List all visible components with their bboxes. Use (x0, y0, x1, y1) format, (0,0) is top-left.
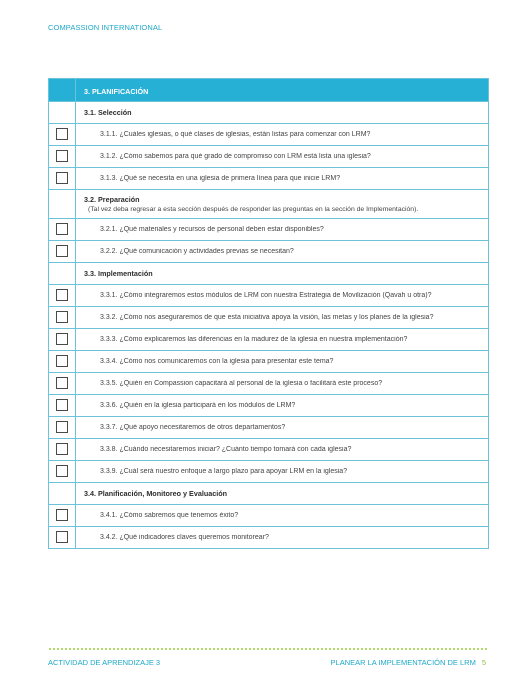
checkbox[interactable] (56, 333, 68, 345)
question-text: 3.3.9. ¿Cuál será nuestro enfoque a largo plazo para apoyar LRM en la iglesia? (100, 468, 348, 475)
checkbox-cell (49, 307, 76, 329)
section-heading: 3.1. Selección (84, 108, 132, 117)
checkbox-cell (49, 146, 76, 168)
question-cell (76, 307, 489, 329)
question-cell (76, 124, 489, 146)
checkbox-cell (49, 329, 76, 351)
checkbox-cell (49, 373, 76, 395)
section-spacer-cell (49, 102, 76, 124)
question-row (49, 241, 489, 263)
question-row (49, 417, 489, 439)
question-cell (76, 168, 489, 190)
question-row (49, 461, 489, 483)
question-text: 3.4.1. ¿Cómo sabremos que tenemos éxito? (100, 512, 239, 519)
question-cell (76, 505, 489, 527)
question-row (49, 146, 489, 168)
checkbox-cell (49, 417, 76, 439)
question-text: 3.4.2. ¿Qué indicadores claves queremos monitorear? (100, 534, 269, 541)
question-text: 3.2.1. ¿Qué materiales y recursos de personal deben estar disponibles? (100, 226, 324, 233)
question-text: 3.3.5. ¿Quién en Compassion capacitará al personal de la iglesia o facilitará este proceso? (100, 380, 383, 387)
question-cell (76, 461, 489, 483)
section-row (49, 483, 489, 505)
question-cell (76, 329, 489, 351)
checkbox-cell (49, 241, 76, 263)
question-cell (76, 351, 489, 373)
question-text: 3.1.3. ¿Qué se necesita en una iglesia de primera línea para que inicie LRM? (100, 175, 341, 182)
question-row (49, 505, 489, 527)
section-heading: 3.2. Preparación (84, 195, 140, 204)
checkbox-cell (49, 505, 76, 527)
question-row (49, 285, 489, 307)
checkbox[interactable] (56, 150, 68, 162)
section-row (49, 263, 489, 285)
question-text: 3.3.8. ¿Cuándo necesitaremos iniciar? ¿Cuánto tiempo tomará con cada iglesia? (100, 446, 352, 453)
question-row (49, 395, 489, 417)
checkbox-cell (49, 168, 76, 190)
question-row (49, 351, 489, 373)
checkbox[interactable] (56, 289, 68, 301)
question-row (49, 373, 489, 395)
question-cell (76, 219, 489, 241)
checkbox[interactable] (56, 172, 68, 184)
table-header-row (49, 79, 489, 102)
question-text: 3.3.6. ¿Quién en la iglesia participará en los módulos de LRM? (100, 402, 296, 409)
checkbox[interactable] (56, 245, 68, 257)
question-cell (76, 417, 489, 439)
checkbox[interactable] (56, 465, 68, 477)
checkbox-cell (49, 395, 76, 417)
section-spacer-cell (49, 190, 76, 219)
question-text: 3.3.7. ¿Qué apoyo necesitaremos de otros departamentos? (100, 424, 286, 431)
checkbox[interactable] (56, 128, 68, 140)
question-text: 3.3.3. ¿Cómo explicaremos las diferencias en la madurez de la iglesia en nuestra implementación? (100, 336, 408, 343)
checkbox-cell (49, 439, 76, 461)
section-row (49, 190, 489, 219)
question-cell (76, 241, 489, 263)
header-spacer-cell (49, 79, 76, 102)
checkbox[interactable] (56, 421, 68, 433)
checkbox-cell (49, 124, 76, 146)
checkbox[interactable] (56, 377, 68, 389)
question-cell (76, 146, 489, 168)
section-cell (76, 483, 489, 505)
footer-right-group (331, 658, 486, 667)
checkbox[interactable] (56, 355, 68, 367)
section-heading: 3.4. Planificación, Monitoreo y Evaluación (84, 489, 227, 498)
checkbox-cell (49, 527, 76, 549)
question-row (49, 168, 489, 190)
footer-dotted-divider (48, 648, 489, 650)
question-text: 3.1.1. ¿Cuáles iglesias, o qué clases de iglesias, están listas para comenzar con LRM? (100, 131, 371, 138)
question-cell (76, 527, 489, 549)
question-cell (76, 373, 489, 395)
section-cell (76, 102, 489, 124)
question-text: 3.3.2. ¿Cómo nos aseguraremos de que esta iniciativa apoya la visión, las metas y los planes de la iglesia? (100, 314, 434, 321)
brand-name: COMPASSION INTERNATIONAL (48, 23, 163, 32)
section-cell (76, 263, 489, 285)
question-row (49, 329, 489, 351)
question-row (49, 527, 489, 549)
planning-checklist-table (48, 78, 489, 549)
checkbox[interactable] (56, 311, 68, 323)
question-row (49, 439, 489, 461)
checkbox-cell (49, 461, 76, 483)
checkbox[interactable] (56, 443, 68, 455)
question-text: 3.3.4. ¿Cómo nos comunicaremos con la iglesia para presentar este tema? (100, 358, 334, 365)
checkbox[interactable] (56, 223, 68, 235)
section-cell (76, 190, 489, 219)
question-row (49, 219, 489, 241)
question-cell (76, 285, 489, 307)
page-number: 5 (481, 658, 486, 667)
checkbox-cell (49, 351, 76, 373)
section-spacer-cell (49, 483, 76, 505)
question-text: 3.3.1. ¿Cómo integraremos estos módulos de LRM con nuestra Estrategia de Movilización (Qavah u otra)? (100, 292, 432, 299)
checkbox[interactable] (56, 399, 68, 411)
footer-title: PLANEAR LA IMPLEMENTACIÓN DE LRM (330, 658, 476, 667)
question-text: 3.2.2. ¿Qué comunicación y actividades previas se necesitan? (100, 248, 294, 255)
table-body (49, 79, 489, 549)
header-title-cell (76, 79, 489, 102)
question-row (49, 124, 489, 146)
section-title: 3. PLANIFICACIÓN (84, 87, 149, 96)
section-row (49, 102, 489, 124)
question-cell (76, 439, 489, 461)
checkbox-cell (49, 285, 76, 307)
section-heading: 3.3. Implementación (84, 269, 153, 278)
section-note: (Tal vez deba regresar a esta sección después de responder las preguntas en la sección de Implementación). (88, 206, 419, 213)
footer-activity-label: ACTIVIDAD DE APRENDIZAJE 3 (48, 658, 161, 667)
checkbox[interactable] (56, 509, 68, 521)
question-text: 3.1.2. ¿Cómo sabemos para qué grado de compromiso con LRM está lista una iglesia? (100, 153, 371, 160)
question-cell (76, 395, 489, 417)
checkbox[interactable] (56, 531, 68, 543)
question-row (49, 307, 489, 329)
section-spacer-cell (49, 263, 76, 285)
checkbox-cell (49, 219, 76, 241)
